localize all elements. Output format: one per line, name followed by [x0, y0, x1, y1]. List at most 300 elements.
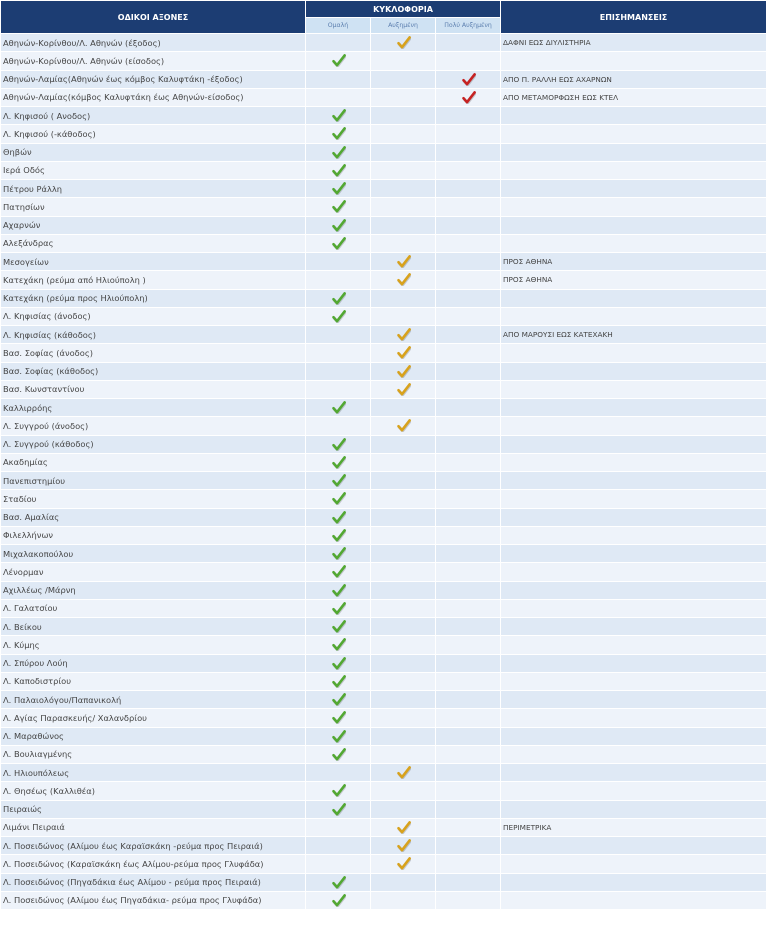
cell-very-increased [436, 892, 500, 909]
checkmark-icon [332, 54, 346, 67]
cell-very-increased [436, 454, 500, 471]
cell-very-increased [436, 198, 500, 215]
road-name: Φιλελλήνων [1, 527, 305, 544]
row-note [501, 436, 766, 453]
cell-increased [371, 582, 435, 599]
cell-increased [371, 107, 435, 124]
road-name: Αθηνών-Λαμίας(κόμβος Καλυφτάκη έως Αθηνών-είσοδος) [1, 89, 305, 106]
road-name: Αθηνών-Κορίνθου/Λ. Αθηνών (έξοδος) [1, 34, 305, 51]
row-note [501, 509, 766, 526]
cell-increased [371, 162, 435, 179]
checkmark-icon [397, 255, 411, 268]
table-row [1, 144, 766, 161]
row-note [501, 709, 766, 726]
cell-very-increased [436, 545, 500, 562]
cell-increased [371, 655, 435, 672]
road-name: Λ. Κηφισίας (κάθοδος) [1, 326, 305, 343]
cell-very-increased [436, 162, 500, 179]
road-name: Λ. Κύμης [1, 636, 305, 653]
cell-normal [306, 399, 370, 416]
checkmark-icon [332, 127, 346, 140]
header-traffic: ΚΥΚΛΟΦΟΡΙΑ [306, 1, 500, 17]
table-row [1, 472, 766, 489]
cell-very-increased [436, 801, 500, 818]
cell-very-increased [436, 582, 500, 599]
cell-very-increased [436, 764, 500, 781]
cell-very-increased [436, 344, 500, 361]
table-row [1, 490, 766, 507]
cell-very-increased [436, 636, 500, 653]
row-note: ΑΠΟ ΜΕΤΑΜΟΡΦΩΣΗ ΕΩΣ ΚΤΕΛ [501, 89, 766, 106]
table-row [1, 892, 766, 909]
row-note [501, 180, 766, 197]
row-note [501, 545, 766, 562]
road-name: Βασ. Σοφίας (κάθοδος) [1, 363, 305, 380]
cell-increased [371, 271, 435, 288]
cell-very-increased [436, 746, 500, 763]
cell-increased [371, 837, 435, 854]
cell-normal [306, 490, 370, 507]
cell-increased [371, 34, 435, 51]
road-name: Λ. Ποσειδώνος (Αλίμου έως Πηγαδάκια- ρεύμα προς Γλυφάδα) [1, 892, 305, 909]
road-name: Λ. Αγίας Παρασκευής/ Χαλανδρίου [1, 709, 305, 726]
checkmark-icon [397, 766, 411, 779]
cell-normal [306, 655, 370, 672]
row-note [501, 107, 766, 124]
row-note [501, 52, 766, 69]
cell-increased [371, 527, 435, 544]
cell-normal [306, 527, 370, 544]
cell-increased [371, 290, 435, 307]
checkmark-icon [332, 693, 346, 706]
cell-normal [306, 728, 370, 745]
road-name: Λ. Θησέως (Καλλιθέα) [1, 782, 305, 799]
table-row [1, 709, 766, 726]
cell-normal [306, 691, 370, 708]
cell-very-increased [436, 381, 500, 398]
checkmark-icon [332, 237, 346, 250]
cell-very-increased [436, 89, 500, 106]
table-row [1, 801, 766, 818]
checkmark-icon [462, 91, 476, 104]
cell-very-increased [436, 618, 500, 635]
road-name: Λ. Γαλατσίου [1, 600, 305, 617]
header-level-very-increased: Πολύ Αυξημένη [436, 18, 500, 33]
checkmark-icon [332, 219, 346, 232]
table-row [1, 874, 766, 891]
cell-normal [306, 217, 370, 234]
cell-normal [306, 308, 370, 325]
checkmark-icon [332, 164, 346, 177]
cell-normal [306, 34, 370, 51]
header-notes: ΕΠΙΣΗΜΑΝΣΕΙΣ [501, 1, 766, 33]
road-name: Αχιλλέως /Μάρνη [1, 582, 305, 599]
cell-very-increased [436, 363, 500, 380]
cell-normal [306, 326, 370, 343]
cell-increased [371, 417, 435, 434]
row-note [501, 235, 766, 252]
table-row [1, 673, 766, 690]
checkmark-icon [332, 474, 346, 487]
checkmark-icon [332, 638, 346, 651]
checkmark-icon [332, 565, 346, 578]
cell-very-increased [436, 819, 500, 836]
cell-increased [371, 819, 435, 836]
table-row [1, 782, 766, 799]
cell-normal [306, 290, 370, 307]
cell-increased [371, 709, 435, 726]
cell-normal [306, 472, 370, 489]
road-name: Λ. Σπύρου Λούη [1, 655, 305, 672]
checkmark-icon [332, 310, 346, 323]
cell-very-increased [436, 144, 500, 161]
checkmark-icon [332, 876, 346, 889]
cell-very-increased [436, 71, 500, 88]
row-note [501, 655, 766, 672]
checkmark-icon [397, 383, 411, 396]
row-note [501, 874, 766, 891]
cell-normal [306, 545, 370, 562]
cell-increased [371, 198, 435, 215]
road-name: Ιερά Οδός [1, 162, 305, 179]
header-level-increased: Αυξημένη [371, 18, 435, 33]
table-row [1, 253, 766, 270]
checkmark-icon [397, 273, 411, 286]
cell-increased [371, 399, 435, 416]
checkmark-icon [332, 748, 346, 761]
cell-normal [306, 819, 370, 836]
cell-very-increased [436, 709, 500, 726]
cell-normal [306, 363, 370, 380]
cell-normal [306, 509, 370, 526]
cell-normal [306, 837, 370, 854]
cell-very-increased [436, 837, 500, 854]
cell-normal [306, 144, 370, 161]
row-note [501, 125, 766, 142]
table-row [1, 436, 766, 453]
table-row [1, 217, 766, 234]
road-name: Βασ. Σοφίας (άνοδος) [1, 344, 305, 361]
row-note [501, 490, 766, 507]
row-note [501, 618, 766, 635]
checkmark-icon [332, 529, 346, 542]
road-name: Λένορμαν [1, 563, 305, 580]
row-note [501, 582, 766, 599]
cell-normal [306, 874, 370, 891]
cell-very-increased [436, 563, 500, 580]
cell-normal [306, 582, 370, 599]
checkmark-icon [332, 784, 346, 797]
cell-very-increased [436, 253, 500, 270]
table-row [1, 235, 766, 252]
table-row [1, 107, 766, 124]
checkmark-icon [332, 584, 346, 597]
table-row [1, 198, 766, 215]
road-name: Θηβών [1, 144, 305, 161]
row-note [501, 454, 766, 471]
cell-increased [371, 545, 435, 562]
row-note [501, 764, 766, 781]
row-note [501, 162, 766, 179]
checkmark-icon [332, 730, 346, 743]
cell-increased [371, 636, 435, 653]
cell-increased [371, 892, 435, 909]
header-road-axes: ΟΔΙΚΟΙ ΑΞΟΝΕΣ [1, 1, 305, 33]
cell-very-increased [436, 326, 500, 343]
road-name: Πανεπιστημίου [1, 472, 305, 489]
cell-very-increased [436, 855, 500, 872]
road-name: Λ. Συγγρού (άνοδος) [1, 417, 305, 434]
row-note [501, 363, 766, 380]
cell-normal [306, 198, 370, 215]
road-name: Λ. Ποσειδώνος (Αλίμου έως Καραϊσκάκη -ρεύμα προς Πειραιά) [1, 837, 305, 854]
row-note [501, 855, 766, 872]
header-level-normal: Ομαλή [306, 18, 370, 33]
cell-very-increased [436, 235, 500, 252]
road-name: Αλεξάνδρας [1, 235, 305, 252]
cell-normal [306, 271, 370, 288]
table-row [1, 271, 766, 288]
cell-very-increased [436, 107, 500, 124]
cell-normal [306, 454, 370, 471]
checkmark-icon [332, 711, 346, 724]
cell-very-increased [436, 527, 500, 544]
road-name: Κατεχάκη (ρεύμα προς Ηλιούπολη) [1, 290, 305, 307]
road-name: Λ. Καποδιστρίου [1, 673, 305, 690]
table-row [1, 326, 766, 343]
cell-normal [306, 746, 370, 763]
cell-increased [371, 618, 435, 635]
cell-increased [371, 125, 435, 142]
row-note [501, 801, 766, 818]
cell-increased [371, 454, 435, 471]
cell-very-increased [436, 673, 500, 690]
row-note [501, 217, 766, 234]
cell-normal [306, 801, 370, 818]
cell-normal [306, 600, 370, 617]
row-note: ΔΑΦΝΙ ΕΩΣ ΔΙΥΛΙΣΤΗΡΙΑ [501, 34, 766, 51]
checkmark-icon [397, 365, 411, 378]
table-row [1, 509, 766, 526]
cell-increased [371, 746, 435, 763]
cell-increased [371, 381, 435, 398]
cell-increased [371, 180, 435, 197]
table-row [1, 764, 766, 781]
table-row [1, 636, 766, 653]
cell-normal [306, 107, 370, 124]
table-row [1, 563, 766, 580]
cell-very-increased [436, 417, 500, 434]
row-note [501, 399, 766, 416]
table-row [1, 399, 766, 416]
checkmark-icon [332, 602, 346, 615]
table-row [1, 655, 766, 672]
table-row [1, 855, 766, 872]
checkmark-icon [462, 73, 476, 86]
row-note [501, 144, 766, 161]
cell-normal [306, 636, 370, 653]
table-row [1, 545, 766, 562]
checkmark-icon [332, 492, 346, 505]
table-row [1, 527, 766, 544]
row-note [501, 746, 766, 763]
cell-normal [306, 162, 370, 179]
road-name: Λ. Κηφισίας (άνοδος) [1, 308, 305, 325]
table-row [1, 691, 766, 708]
table-row [1, 363, 766, 380]
cell-normal [306, 782, 370, 799]
road-name: Μεσογείων [1, 253, 305, 270]
road-name: Λιμάνι Πειραιά [1, 819, 305, 836]
table-row [1, 746, 766, 763]
row-note [501, 308, 766, 325]
road-name: Λ. Μαραθώνος [1, 728, 305, 745]
cell-normal [306, 52, 370, 69]
road-name: Αθηνών-Λαμίας(Αθηνών έως κόμβος Καλυφτάκη -έξοδος) [1, 71, 305, 88]
row-note [501, 290, 766, 307]
cell-increased [371, 600, 435, 617]
row-note [501, 673, 766, 690]
road-name: Καλλιρρόης [1, 399, 305, 416]
cell-normal [306, 618, 370, 635]
cell-increased [371, 235, 435, 252]
checkmark-icon [332, 547, 346, 560]
cell-increased [371, 801, 435, 818]
cell-very-increased [436, 399, 500, 416]
table-row [1, 89, 766, 106]
table-row [1, 618, 766, 635]
row-note [501, 417, 766, 434]
cell-increased [371, 874, 435, 891]
cell-normal [306, 344, 370, 361]
cell-very-increased [436, 290, 500, 307]
cell-normal [306, 417, 370, 434]
cell-normal [306, 253, 370, 270]
checkmark-icon [332, 620, 346, 633]
cell-very-increased [436, 691, 500, 708]
checkmark-icon [332, 894, 346, 907]
table-row [1, 454, 766, 471]
cell-very-increased [436, 34, 500, 51]
cell-normal [306, 892, 370, 909]
row-note [501, 782, 766, 799]
cell-increased [371, 855, 435, 872]
checkmark-icon [332, 438, 346, 451]
cell-very-increased [436, 308, 500, 325]
cell-normal [306, 381, 370, 398]
cell-increased [371, 782, 435, 799]
road-name: Λ. Συγγρού (κάθοδος) [1, 436, 305, 453]
cell-very-increased [436, 180, 500, 197]
cell-very-increased [436, 782, 500, 799]
road-name: Λ. Ποσειδώνος (Πηγαδάκια έως Αλίμου - ρεύμα προς Πειραιά) [1, 874, 305, 891]
cell-very-increased [436, 490, 500, 507]
cell-increased [371, 326, 435, 343]
cell-normal [306, 436, 370, 453]
row-note [501, 527, 766, 544]
road-name: Κατεχάκη (ρεύμα από Ηλιούπολη ) [1, 271, 305, 288]
road-name: Πειραιώς [1, 801, 305, 818]
road-name: Λ. Βουλιαγμένης [1, 746, 305, 763]
table-row [1, 837, 766, 854]
road-name: Πατησίων [1, 198, 305, 215]
row-note: ΑΠΟ Π. ΡΑΛΛΗ ΕΩΣ ΑΧΑΡΝΩΝ [501, 71, 766, 88]
road-name: Λ. Ποσειδώνος (Καραϊσκάκη έως Αλίμου-ρεύμα προς Γλυφάδα) [1, 855, 305, 872]
road-name: Βασ. Αμαλίας [1, 509, 305, 526]
road-name: Βασ. Κωνσταντίνου [1, 381, 305, 398]
cell-very-increased [436, 436, 500, 453]
table-row [1, 600, 766, 617]
cell-normal [306, 89, 370, 106]
cell-increased [371, 728, 435, 745]
table-row [1, 381, 766, 398]
table-row [1, 344, 766, 361]
cell-very-increased [436, 874, 500, 891]
row-note [501, 600, 766, 617]
table-row [1, 180, 766, 197]
cell-increased [371, 344, 435, 361]
cell-increased [371, 217, 435, 234]
cell-increased [371, 308, 435, 325]
row-note [501, 381, 766, 398]
table-row [1, 34, 766, 51]
checkmark-icon [397, 857, 411, 870]
row-note: ΠΕΡΙΜΕΤΡΙΚΑ [501, 819, 766, 836]
road-name: Αχαρνών [1, 217, 305, 234]
checkmark-icon [397, 419, 411, 432]
cell-increased [371, 363, 435, 380]
cell-very-increased [436, 125, 500, 142]
road-name: Λ. Παλαιολόγου/Παπανικολή [1, 691, 305, 708]
cell-increased [371, 253, 435, 270]
table-row [1, 125, 766, 142]
checkmark-icon [332, 456, 346, 469]
table-row [1, 71, 766, 88]
cell-very-increased [436, 655, 500, 672]
checkmark-icon [332, 401, 346, 414]
table-header [1, 1, 766, 33]
cell-increased [371, 490, 435, 507]
cell-increased [371, 764, 435, 781]
cell-increased [371, 144, 435, 161]
checkmark-icon [397, 839, 411, 852]
row-note: ΑΠΟ ΜΑΡΟΥΣΙ ΕΩΣ ΚΑΤΕΧΑΚΗ [501, 326, 766, 343]
cell-normal [306, 235, 370, 252]
cell-very-increased [436, 600, 500, 617]
cell-increased [371, 691, 435, 708]
table-row [1, 417, 766, 434]
checkmark-icon [397, 36, 411, 49]
road-name: Ακαδημίας [1, 454, 305, 471]
table-row [1, 728, 766, 745]
cell-very-increased [436, 472, 500, 489]
cell-increased [371, 472, 435, 489]
cell-increased [371, 563, 435, 580]
row-note: ΠΡΟΣ ΑΘΗΝΑ [501, 271, 766, 288]
cell-normal [306, 673, 370, 690]
cell-very-increased [436, 271, 500, 288]
checkmark-icon [332, 109, 346, 122]
table-row [1, 162, 766, 179]
cell-increased [371, 52, 435, 69]
row-note [501, 472, 766, 489]
road-name: Πέτρου Ράλλη [1, 180, 305, 197]
table-row [1, 819, 766, 836]
cell-normal [306, 71, 370, 88]
road-name: Λ. Ηλιουπόλεως [1, 764, 305, 781]
checkmark-icon [332, 803, 346, 816]
checkmark-icon [332, 675, 346, 688]
